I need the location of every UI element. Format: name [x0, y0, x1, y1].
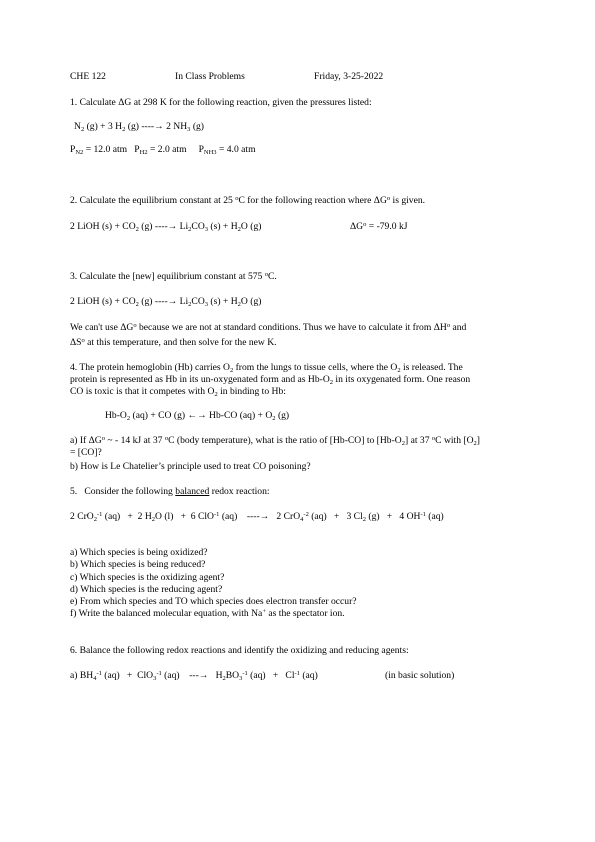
page-title: In Class Problems — [175, 71, 245, 82]
problem-3-note-line-1: We can't use $\Delta G^o$ because we are not at standard conditions. Thus we have to calculate it from $\Delta H^o$ and — [70, 322, 467, 333]
problem-2-equation: 2 LiOH $(s) + CO_2$ (g) ----→ $Li_2CO_3$ $(s) + H_2O$ (g) — [70, 221, 262, 233]
problem-2-delta-g: $\Delta G^o = -79.0$ kJ — [350, 221, 408, 232]
problem-4-equation: $Hb-O_2$ (aq) + CO (g) ←→ Hb-CO $(aq) + O_2$ (g) — [105, 410, 290, 422]
problem-4-question-a-cont: = [CO]? — [70, 447, 102, 458]
problem-4-line-3: CO is toxic is that it competes with $O_2$ in binding to Hb: — [70, 386, 286, 398]
problem-5-question: 5. Consider the following balanced redox reaction: — [70, 486, 270, 497]
problem-4-line-1: 4. The protein hemoglobin (Hb) carries $O_2$ from the lungs to tissue cells, where the $O_2$ is released. The — [70, 362, 463, 374]
problem-5-question-f: f) Write the balanced molecular equation, with Na+ as the spectator ion. — [70, 608, 345, 619]
problem-1-question: 1. Calculate ΔG at 298 K for the following reaction, given the pressures listed: — [70, 97, 372, 108]
problem-5-question-e: e) From which species and TO which species does electron transfer occur? — [70, 596, 357, 607]
problem-4-line-2: protein is represented as Hb in its un-oxygenated form and as $Hb-O_2$ in its oxygenated form. One reason — [70, 374, 471, 386]
problem-5-question-c: c) Which species is the oxidizing agent? — [70, 572, 225, 583]
problem-1-equation: $N_2$ (g) + 3 $H_2$ (g) ----→ 2 $NH_3$ (g) — [74, 121, 205, 133]
problem-5-question-a: a) Which species is being oxidized? — [70, 547, 208, 558]
problem-5-question-d: d) Which species is the reducing agent? — [70, 584, 223, 595]
problem-3-question: 3. Calculate the [new] equilibrium constant at 575 $^o$C. — [70, 271, 277, 282]
problem-4-question-b: b) How is Le Chatelier’s principle used to treat CO poisoning? — [70, 461, 311, 472]
course-code: CHE 122 — [70, 71, 106, 82]
problem-3-note-line-2: $\Delta S^o$ at this temperature, and then solve for the new K. — [70, 337, 277, 348]
problem-4-question-a: a) If $\Delta G^o$ ~ - 14 kJ at 37 $^o$C (body temperature), what is the ratio of [Hb-CO] to $[Hb-O_2]$ at 37 $^o$C with $[O_2]$ — [70, 435, 480, 447]
problem-6-condition: (in basic solution) — [385, 670, 455, 681]
problem-3-equation: 2 LiOH $(s) + CO_2$ (g) ----→ $Li_2CO_3$ $(s) + H_2O$ (g) — [70, 296, 262, 308]
date: Friday, 3-25-2022 — [314, 71, 384, 82]
problem-2-question: 2. Calculate the equilibrium constant at 25 $^o$C for the following reaction where $\Delta G^o$ is given. — [70, 195, 426, 206]
problem-6-equation: a) $BH_4^{-1}$ (aq) + ClO$_3^{-1}$ (aq) ---→ $H_2BO_3^{-1}$ $(aq) + Cl^{-1}$ (aq) — [70, 670, 318, 682]
problem-5-equation: 2 CrO$_2^{-1}$ (aq) + 2 $H_2O$ (l) + 6 ClO$^{-1}$ (aq) ----→ 2 CrO$_4^{-2}$ (aq) + 3 $Cl_2$ (g) + 4 $OH^{-1}$ (aq) — [70, 511, 444, 523]
problem-5-question-b: b) Which species is being reduced? — [70, 559, 206, 570]
problem-1-pressures: $P_{N2} = 12.0$ atm $P_{H2} = 2.0$ atm $P_{NH3} = 4.0$ atm — [70, 144, 256, 156]
problem-6-question: 6. Balance the following redox reactions and identify the oxidizing and reducing agents: — [70, 645, 409, 656]
